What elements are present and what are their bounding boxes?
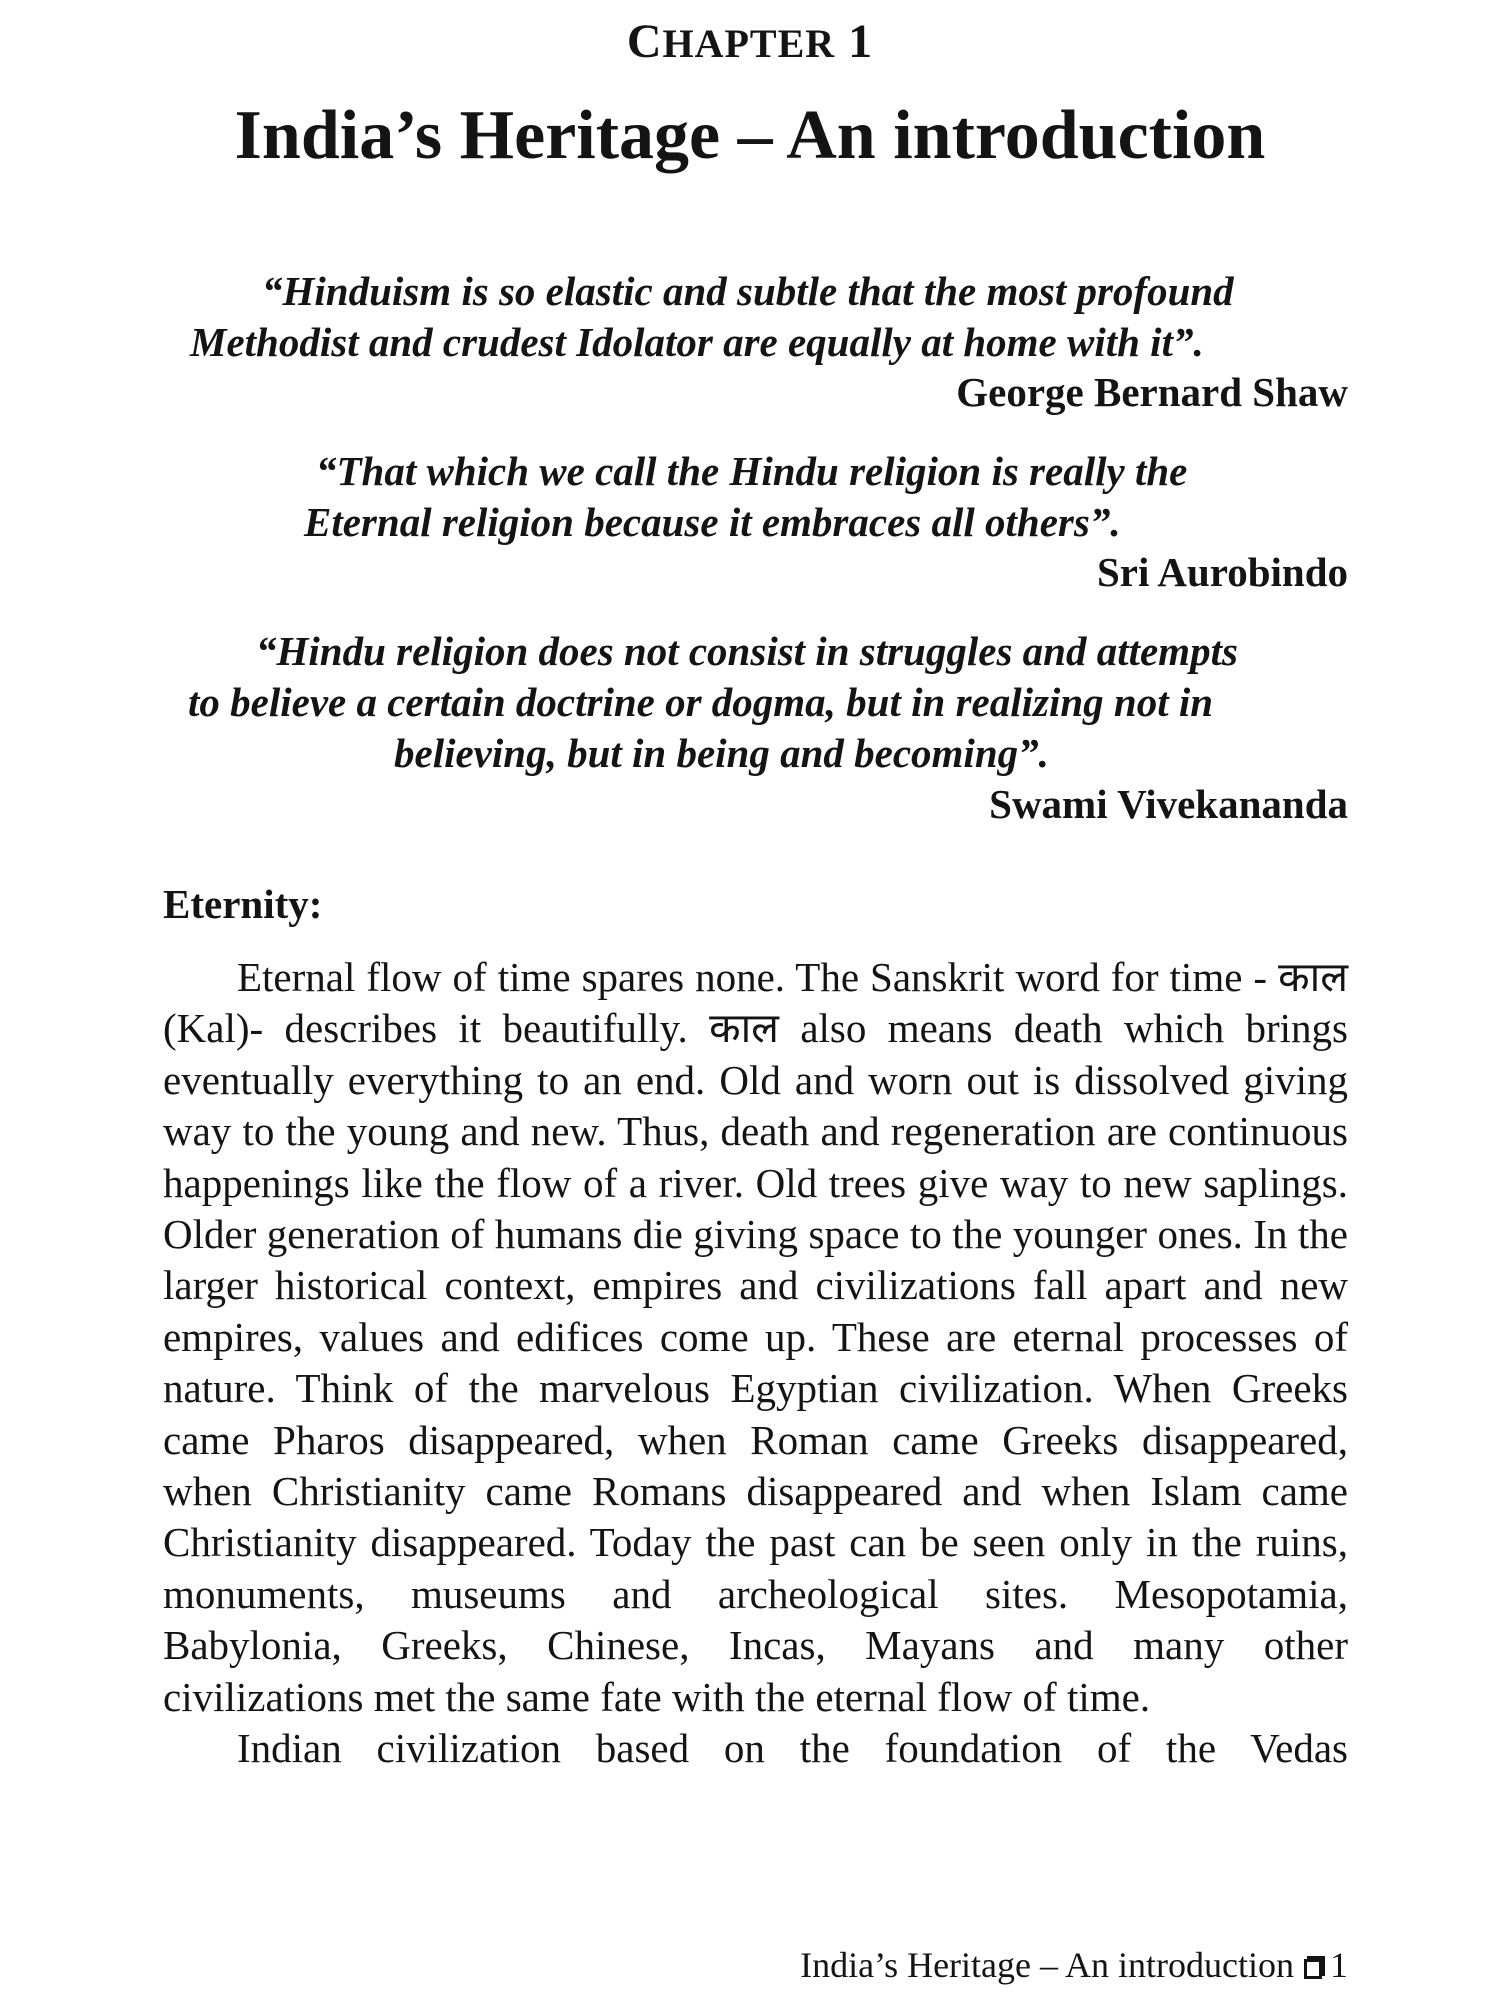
quote-author-shaw: George Bernard Shaw <box>956 369 1348 415</box>
chapter-title: India’s Heritage – An introduction <box>234 97 1266 174</box>
page-number: 1 <box>1330 1945 1348 1985</box>
chapter-label-rest: HAPTER <box>662 21 836 66</box>
body-paragraph: Eternal flow of time spares none. The Sanskrit word for time - काल (Kal)- describes it beautifully. काल also means death which brings eventually everything to an end. Old and worn out is dissolved giving way to the young and new. Thus, death and regeneration are continuous happenings like the flow of a river. Old trees give way to new saplings. Older generation of humans die giving space to the younger ones. In the larger historical context, empires and civilizations fall apart and new empires, values and edifices come up. These are eternal processes of nature. Think of the marvelous Egyptian civilization. When Greeks came Pharos disappeared, when Roman came Greeks disappeared, when Christianity came Romans disappeared and when Islam came Christianity disappeared. Today the past can be seen only in the ruins, monuments, museums and archeological sites. Mesopotamia, Babylonia, Greeks, Chinese, Incas, Mayans and many other civilizations met the same fate with the eternal flow of time. <box>163 954 1348 1720</box>
quote-line: “That which we call the Hindu religion is really the <box>316 448 1188 494</box>
quote-author-aurobindo: Sri Aurobindo <box>1096 549 1348 595</box>
quote-line: believing, but in being and becoming”. <box>394 730 1049 776</box>
quote-author-vivekananda: Swami Vivekananda <box>989 781 1348 827</box>
quote-line: “Hindu religion does not consist in struggles and attempts <box>256 628 1238 674</box>
page-marker-box-icon <box>1304 1959 1322 1979</box>
running-footer <box>800 1944 1348 1986</box>
body-paragraph: Indian civilization based on the foundation of the Vedas <box>237 1725 1348 1772</box>
chapter-label-initial: C <box>626 15 663 68</box>
chapter-number: 1 <box>848 15 874 68</box>
epigraph-quote-aurobindo <box>304 446 1187 548</box>
quote-line: Methodist and crudest Idolator are equally at home with it”. <box>190 319 1204 365</box>
quote-line: Eternal religion because it embraces all others”. <box>304 499 1121 545</box>
epigraph-quote-vivekananda <box>188 626 1238 779</box>
quote-line: to believe a certain doctrine or dogma, but in realizing not in <box>188 679 1214 725</box>
section-heading: Eternity: <box>163 881 323 927</box>
epigraph-quote-shaw <box>190 266 1234 368</box>
chapter-label <box>0 14 1500 69</box>
body-text <box>163 952 1348 1775</box>
footer-running-title: India’s Heritage – An introduction <box>800 1945 1294 1985</box>
quote-line: “Hinduism is so elastic and subtle that the most profound <box>262 268 1234 314</box>
